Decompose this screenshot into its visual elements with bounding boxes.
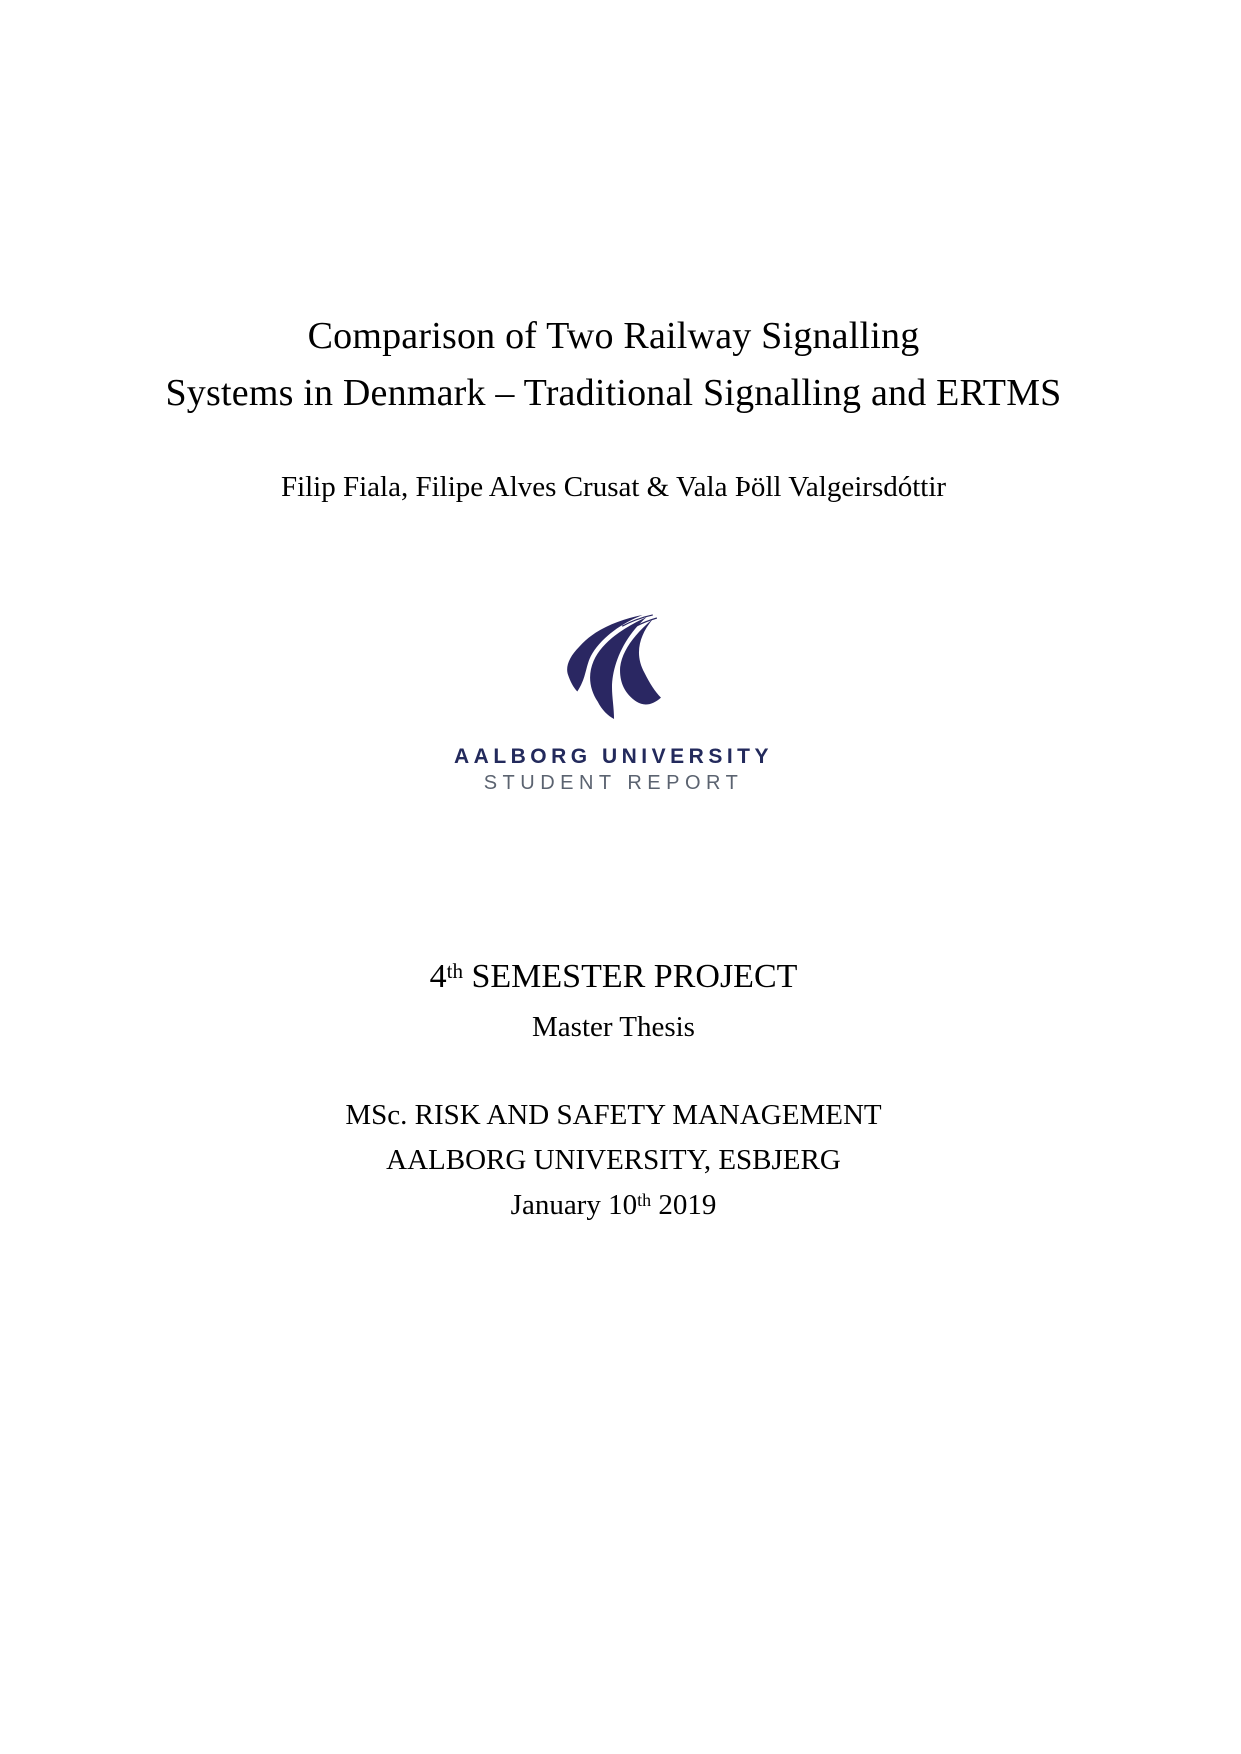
programme-line: MSc. RISK AND SAFETY MANAGEMENT: [345, 1099, 882, 1131]
date-year: 2019: [651, 1189, 717, 1221]
institution-block: [0, 1093, 1227, 1231]
thesis-type-line: Master Thesis: [532, 1011, 695, 1043]
date-prefix: January 10: [510, 1189, 638, 1221]
document-title-line-2: Systems in Denmark – Traditional Signalling and ERTMS: [165, 372, 1062, 414]
semester-number: 4: [429, 958, 447, 995]
logo-wordmark: AALBORG UNIVERSITY: [453, 745, 773, 768]
date-line: [0, 1183, 1227, 1231]
logo-subtext: STUDENT REPORT: [483, 772, 744, 794]
university-line: AALBORG UNIVERSITY, ESBJERG: [386, 1144, 841, 1176]
date-ordinal-superscript: th: [637, 1189, 652, 1210]
document-title-line-1: Comparison of Two Railway Signalling: [307, 315, 920, 357]
semester-project-line: [0, 954, 1227, 1003]
aau-swoosh-icon: [567, 615, 661, 719]
aalborg-university-logo: [561, 613, 663, 723]
semester-ordinal-superscript: th: [446, 958, 463, 983]
authors-line: Filip Fiala, Filipe Alves Crusat & Vala Þöll Valgeirsdóttir: [280, 471, 947, 503]
document-title: [0, 308, 1227, 422]
semester-project-text: SEMESTER PROJECT: [463, 958, 798, 995]
